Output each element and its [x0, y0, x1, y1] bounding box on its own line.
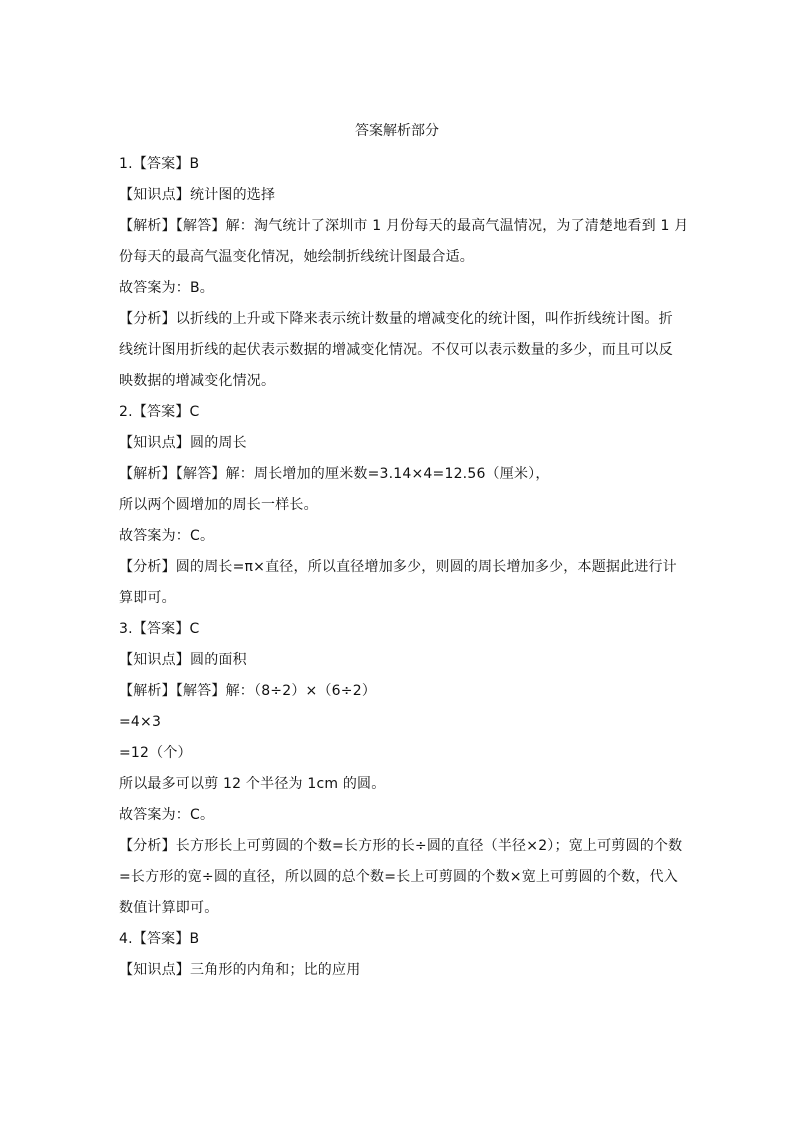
q2-solution-line-1: 【解析】【解答】解：周长增加的厘米数=3.14×4=12.56（厘米）， [119, 466, 550, 482]
q3-solution-line-3: =12（个） [119, 745, 192, 761]
q3-knowledge-point: 【知识点】圆的面积 [119, 652, 247, 668]
q2-final-answer: 故答案为：C。 [119, 528, 215, 544]
q3-analysis-line-2: =长方形的宽÷圆的直径，所以圆的总个数=长上可剪圆的个数×宽上可剪圆的个数，代入 [119, 869, 678, 885]
page-title: 答案解析部分 [355, 123, 439, 139]
q4-answer: 4.【答案】B [119, 931, 200, 947]
q2-analysis-line-1: 【分析】圆的周长=π×直径，所以直径增加多少，则圆的周长增加多少，本题据此进行计 [119, 559, 677, 575]
q3-analysis-line-1: 【分析】长方形长上可剪圆的个数=长方形的长÷圆的直径（半径×2）；宽上可剪圆的个数 [119, 838, 683, 854]
q1-solution-line-2: 份每天的最高气温变化情况，她绘制折线统计图最合适。 [119, 249, 474, 265]
q2-analysis-line-2: 算即可。 [119, 590, 176, 606]
q3-final-answer: 故答案为：C。 [119, 807, 215, 823]
q3-solution-line-2: =4×3 [119, 714, 162, 730]
q3-analysis-line-3: 数值计算即可。 [119, 900, 219, 916]
q1-analysis-line-1: 【分析】以折线的上升或下降来表示统计数量的增减变化的统计图，叫作折线统计图。折 [119, 311, 673, 327]
q1-knowledge-point: 【知识点】统计图的选择 [119, 187, 276, 203]
q2-answer: 2.【答案】C [119, 404, 200, 420]
q3-solution-line-4: 所以最多可以剪 12 个半径为 1cm 的圆。 [119, 776, 386, 792]
q1-analysis-line-3: 映数据的增减变化情况。 [119, 373, 276, 389]
q4-knowledge-point: 【知识点】三角形的内角和；比的应用 [119, 962, 361, 978]
q1-final-answer: 故答案为：B。 [119, 280, 215, 296]
q2-knowledge-point: 【知识点】圆的周长 [119, 435, 247, 451]
q2-solution-line-2: 所以两个圆增加的周长一样长。 [119, 497, 318, 513]
q3-solution-line-1: 【解析】【解答】解：（8÷2）×（6÷2） [119, 683, 377, 699]
q1-analysis-line-2: 线统计图用折线的起伏表示数据的增减变化情况。不仅可以表示数量的多少，而且可以反 [119, 342, 673, 358]
q3-answer: 3.【答案】C [119, 621, 200, 637]
q1-solution-line-1: 【解析】【解答】解：淘气统计了深圳市 1 月份每天的最高气温情况，为了清楚地看到 1 月 [119, 218, 689, 234]
q1-answer: 1.【答案】B [119, 156, 200, 172]
